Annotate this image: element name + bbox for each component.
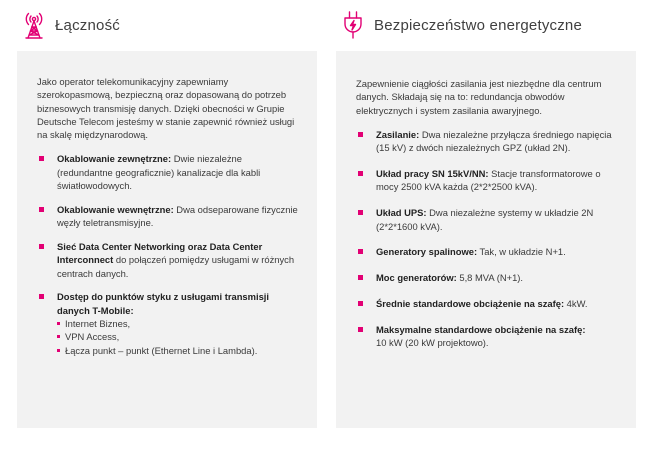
item-label: Zasilanie: (376, 128, 420, 140)
power-plug-lightning-icon (340, 10, 366, 40)
item-text: Dwa odseparowane fizycznie węzły teletransmisyjne. (57, 203, 298, 229)
item-text: 4kW. (564, 298, 588, 310)
item-label: Generatory spalinowe: (376, 246, 478, 258)
list-item (37, 290, 299, 356)
list-item (356, 167, 618, 194)
item-text: Dwa niezależne systemy w układzie 2N (2*2*1600 kVA). (376, 207, 594, 232)
list-item (356, 271, 618, 284)
item-label: Maksymalne standardowe obciążenie na szafę: (376, 324, 586, 336)
item-label: Dostęp do punktów styku z usługami transmisji danych T-Mobile: (57, 291, 270, 316)
sub-list (57, 317, 299, 357)
bullet-list (37, 152, 299, 356)
sub-list-item: Internet Biznes, (57, 317, 299, 330)
list-item (37, 240, 299, 280)
item-label: Sieć Data Center Networking oraz Data Center Interconnect (57, 240, 263, 266)
energy-header (336, 0, 636, 50)
item-label: Moc generatorów: (376, 272, 457, 284)
bullet-list (356, 128, 618, 350)
antenna-tower-icon (21, 10, 47, 40)
item-text: Dwa niezależne przyłącza średniego napięcia (15 kV) z dwóch niezależnych GPZ (układ 2N). (376, 128, 612, 154)
item-label: Układ UPS: (376, 207, 427, 219)
energy-security-section (336, 0, 636, 349)
intro-text: Zapewnienie ciągłości zasilania jest niezbędne dla centrum danych. Składają się na to: redundancja obwodów elektrycznych i system zasilania awaryjnego. (356, 78, 602, 116)
list-item (37, 152, 299, 192)
item-label: Okablowanie wewnętrzne: (57, 203, 174, 215)
list-item (356, 323, 618, 350)
sub-list-item: VPN Access, (57, 330, 299, 343)
connectivity-card (17, 51, 317, 428)
item-text: Tak, w układzie N+1. (477, 246, 566, 258)
list-item (356, 297, 618, 310)
list-item (356, 245, 618, 258)
sub-list-item: Łącza punkt – punkt (Ethernet Line i Lambda). (57, 344, 299, 357)
connectivity-header (17, 0, 317, 50)
item-label: Układ pracy SN 15kV/NN: (376, 168, 489, 180)
section-title: Łączność (55, 16, 120, 34)
item-text: Dwie niezależne (redundantne geograficznie) kanalizacje dla kabli światłowodowych. (57, 153, 261, 192)
connectivity-section (17, 0, 317, 356)
item-text: do połączeń pomiędzy usługami w różnych centrach danych. (57, 254, 295, 279)
item-text: 10 kW (20 kW projektowo). (376, 337, 489, 349)
item-text: 5,8 MVA (N+1). (456, 272, 524, 284)
item-text: Stacje transformatorowe o mocy 2500 kVA każda (2*2*2500 kVA). (376, 168, 601, 193)
item-label: Okablowanie zewnętrzne: (57, 153, 172, 165)
section-title: Bezpieczeństwo energetyczne (374, 16, 583, 34)
list-item (356, 206, 618, 233)
intro-text: Jako operator telekomunikacyjny zapewniamy szerokopasmową, bezpieczną oraz dopasowaną do potrzeb biznesowych transmisję danych. Dzięki obecności w Grupie Deutsche Telecom jesteśmy w stanie zapewnić również usługi na skalę międzynarodową. (37, 76, 295, 141)
list-item (356, 128, 618, 155)
energy-card (336, 51, 636, 428)
item-label: Średnie standardowe obciążenie na szafę: (376, 298, 565, 310)
list-item (37, 203, 299, 230)
